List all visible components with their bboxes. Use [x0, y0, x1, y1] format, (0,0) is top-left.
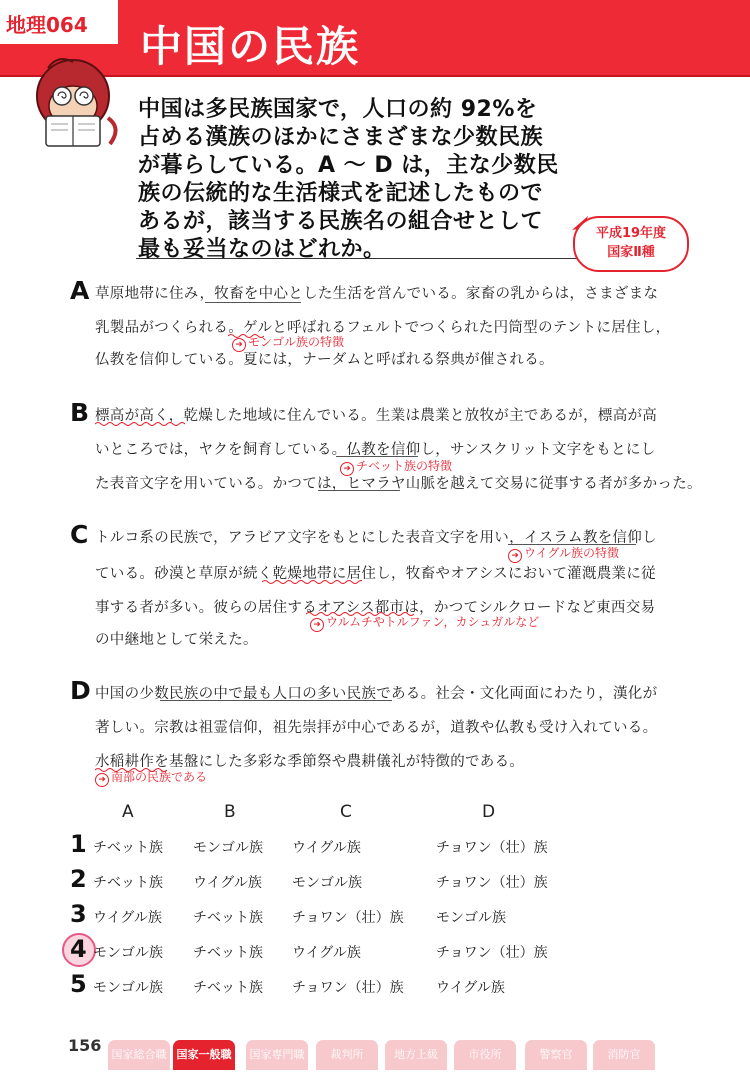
- passage-label-a: A: [70, 276, 90, 305]
- choice-cell: チベット族: [93, 840, 163, 856]
- choice-cell: ウイグル族: [292, 945, 361, 961]
- choice-cell: モンゴル族: [436, 910, 506, 926]
- choice-cell: ウイグル族: [436, 980, 505, 996]
- passage-line: ている。砂漠と草原が続く乾燥地帯に居住し，牧畜やオアシスにおいて灌漑農業に従: [95, 566, 656, 582]
- passage-line: 水稲耕作を基盤にした多彩な季節祭や農耕儀礼が特徴的である。: [95, 754, 525, 770]
- choice-cell: チョワン（壮）族: [292, 980, 404, 996]
- question-line: 最も妥当なのはどれか。: [138, 237, 386, 262]
- annotation-note: ➜ モンゴル族の特徴: [232, 333, 344, 352]
- tab-shoubokan[interactable]: 消防官: [593, 1040, 655, 1070]
- choice-number[interactable]: 2: [70, 865, 87, 893]
- passage-line: 中国の少数民族の中で最も人口の多い民族である。社会・文化両面にわたり，漢化が: [95, 686, 658, 702]
- tab-kokka-ippan[interactable]: 国家一般職: [173, 1040, 235, 1070]
- choice-cell: モンゴル族: [93, 980, 163, 996]
- tab-keisatsukan[interactable]: 警察官: [525, 1040, 587, 1070]
- choice-cell: モンゴル族: [292, 875, 362, 891]
- column-header-d: D: [482, 802, 496, 822]
- choice-cell: チベット族: [93, 875, 163, 891]
- question-line: あるが，該当する民族名の組合せとして: [138, 209, 544, 234]
- passage-line: 乳製品がつくられる。ゲルと呼ばれるフェルトでつくられた円筒型のテントに居住し，: [95, 320, 671, 336]
- tab-shiyakusho[interactable]: 市役所: [454, 1040, 516, 1070]
- choice-cell: モンゴル族: [93, 945, 163, 961]
- choice-cell: ウイグル族: [93, 910, 162, 926]
- choice-cell: ウイグル族: [292, 840, 361, 856]
- passage-line: トルコ系の民族で，アラビア文字をもとにした表音文字を用い，イスラム教を信仰し: [95, 530, 657, 546]
- question-line: 中国は多民族国家で，人口の約 92%を: [138, 97, 538, 122]
- annotation-note: ➜ ウルムチやトルファン，カシュガルなど: [310, 613, 539, 632]
- question-line: 占める漢族のほかにさまざまな少数民族: [138, 125, 544, 150]
- page-number: 156: [68, 1036, 102, 1055]
- choice-cell: チベット族: [193, 980, 263, 996]
- choice-cell: ウイグル族: [193, 875, 262, 891]
- highlight-wavy: [262, 580, 362, 584]
- column-header-c: C: [340, 802, 352, 822]
- choice-cell: チョワン（壮）族: [436, 875, 548, 891]
- monkey-mascot-icon: [18, 48, 128, 158]
- passage-line: 標高が高く，乾燥した地域に住んでいる。生業は農業と放牧が主であるが，標高が高: [95, 408, 658, 424]
- highlight-wavy: [95, 422, 185, 426]
- choice-number[interactable]: 1: [70, 830, 87, 858]
- highlight-underline: [205, 302, 301, 303]
- annotation-note: ➜ ウイグル族の特徴: [508, 544, 619, 563]
- choice-cell: チョワン（壮）族: [436, 840, 548, 856]
- page-title: 中国の民族: [140, 22, 361, 71]
- passage-line: の中継地として栄えた。: [95, 632, 258, 648]
- question-line: 族の伝統的な生活様式を記述したもので: [138, 181, 544, 206]
- passage-line: た表音文字を用いている。かつては，ヒマラヤ山脈を越えて交易に従事する者が多かった。: [95, 476, 702, 492]
- highlight-underline: [160, 700, 392, 701]
- exam-type: 国家Ⅱ種: [607, 245, 655, 260]
- exam-year: 平成19年度: [595, 226, 667, 241]
- highlight-underline: [318, 490, 400, 491]
- passage-line: 仏教を信仰している。夏には，ナーダムと呼ばれる祭典が催される。: [95, 352, 554, 368]
- annotation-note: ➜ 南部の民族である: [95, 768, 207, 787]
- tab-saibansho[interactable]: 裁判所: [316, 1040, 378, 1070]
- column-header-b: B: [224, 802, 236, 822]
- tab-chihou-joukyuu[interactable]: 地方上級: [385, 1040, 447, 1070]
- choice-cell: チョワン（壮）族: [436, 945, 548, 961]
- passage-label-b: B: [70, 398, 90, 427]
- question-line: が暮らしている。A ～ D は，主な少数民: [138, 153, 559, 178]
- choice-cell: チベット族: [193, 945, 263, 961]
- passage-line: 事する者が多い。彼らの居住するオアシス都市は，かつてシルクロードなど東西交易: [95, 600, 656, 616]
- passage-line: いところでは，ヤクを飼育している。仏教を信仰し，サンスクリット文字をもとにし: [95, 442, 656, 458]
- tab-kokka-senmon[interactable]: 国家専門職: [246, 1040, 308, 1070]
- choice-cell: チベット族: [193, 910, 263, 926]
- choice-cell: モンゴル族: [193, 840, 263, 856]
- exam-source-badge: [573, 216, 689, 272]
- column-header-a: A: [122, 802, 134, 822]
- choice-number-correct[interactable]: 4: [70, 935, 87, 963]
- passage-label-c: C: [70, 520, 89, 549]
- choice-number[interactable]: 5: [70, 970, 87, 998]
- section-tag-label: 地理064: [6, 13, 88, 37]
- passage-line: 著しい。宗教は祖霊信仰，祖先崇拝が中心であるが，道教や仏教も受け入れている。: [95, 720, 658, 736]
- annotation-note: ➜ チベット族の特徴: [340, 457, 452, 476]
- passage-line: 草原地帯に住み，牧畜を中心とした生活を営んでいる。家畜の乳からは，さまざまな: [95, 286, 659, 302]
- choice-number[interactable]: 3: [70, 900, 87, 928]
- question-underline: [136, 258, 590, 259]
- tab-kokka-sougou[interactable]: 国家総合職: [108, 1040, 170, 1070]
- passage-label-d: D: [70, 676, 91, 705]
- choice-cell: チョワン（壮）族: [292, 910, 404, 926]
